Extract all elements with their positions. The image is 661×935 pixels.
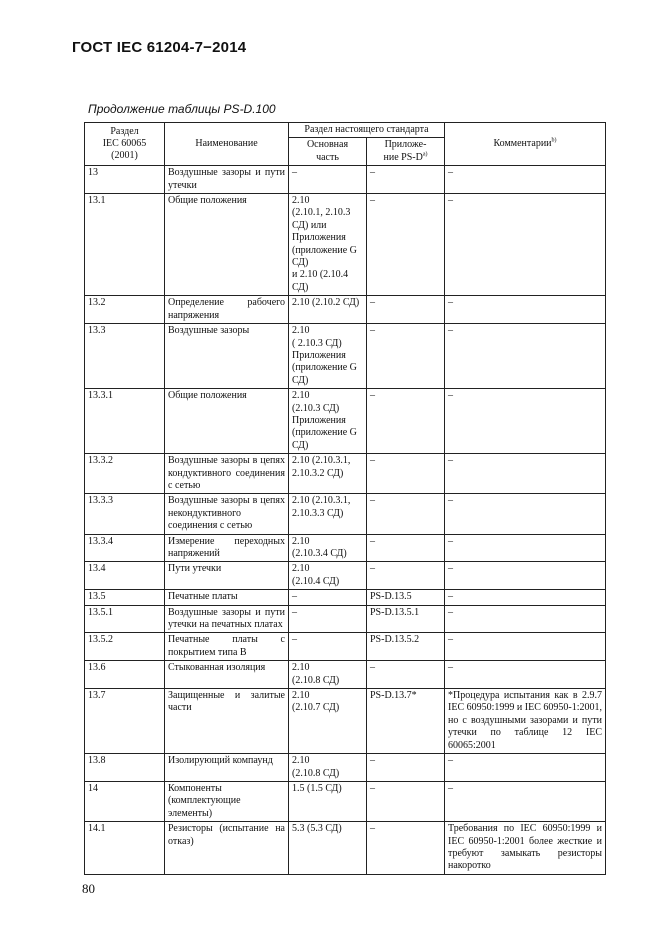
main-part-cell: 5.3 (5.3 СД): [289, 822, 367, 875]
section-cell: 13.4: [85, 562, 165, 590]
section-header-line1: Раздел: [110, 125, 139, 137]
main-part-header: Основная часть: [289, 138, 367, 166]
table-row: [85, 389, 606, 454]
table-row: [85, 754, 606, 782]
name-cell: Определение рабочего напряжения: [165, 296, 289, 324]
annex-cell: –: [367, 296, 445, 324]
main-part-cell: 2.10 (2.10.3 СД) Приложения (приложение G СД): [289, 389, 367, 454]
comment-cell: –: [445, 590, 606, 605]
section-header-line3: (2001): [111, 150, 138, 162]
annex-cell: –: [367, 661, 445, 689]
comment-cell: –: [445, 781, 606, 821]
table-body: [85, 166, 606, 875]
name-cell: Воздушные зазоры: [165, 324, 289, 389]
section-header: [85, 123, 165, 166]
comment-cell: –: [445, 194, 606, 296]
comment-cell: –: [445, 454, 606, 494]
table-row: [85, 590, 606, 605]
this-standard-header: Раздел настоящего стандарта: [289, 123, 445, 138]
section-cell: 13.2: [85, 296, 165, 324]
main-part-cell: 2.10 (2.10.8 СД): [289, 754, 367, 782]
name-cell: Стыкованная изоляция: [165, 661, 289, 689]
page-number: 80: [82, 881, 95, 896]
name-header: Наименование: [165, 123, 289, 166]
section-cell: 13.5.1: [85, 605, 165, 633]
main-part-cell: –: [289, 605, 367, 633]
annex-cell: PS-D.13.5: [367, 590, 445, 605]
name-cell: Изолирующий компаунд: [165, 754, 289, 782]
table-row: [85, 562, 606, 590]
annex-header: [367, 138, 445, 166]
annex-cell: –: [367, 754, 445, 782]
table-row: [85, 661, 606, 689]
table-row: [85, 494, 606, 534]
annex-cell: –: [367, 781, 445, 821]
comments-header: [445, 123, 606, 166]
section-cell: 13.7: [85, 689, 165, 754]
comment-cell: –: [445, 534, 606, 562]
section-cell: 13.5.2: [85, 633, 165, 661]
comment-cell: –: [445, 754, 606, 782]
table-row: [85, 324, 606, 389]
name-cell: Общие положения: [165, 389, 289, 454]
main-part-cell: –: [289, 166, 367, 194]
name-cell: Печатные платы с покрытием типа B: [165, 633, 289, 661]
name-cell: Резисторы (испытание на отказ): [165, 822, 289, 875]
main-part-cell: 2.10 (2.10.3.1, 2.10.3.3 СД): [289, 494, 367, 534]
name-cell: Воздушные зазоры и пути утечки на печатных платах: [165, 605, 289, 633]
comment-cell: –: [445, 494, 606, 534]
comment-cell: –: [445, 605, 606, 633]
section-cell: 13.1: [85, 194, 165, 296]
comment-cell: –: [445, 633, 606, 661]
table-caption: Продолжение таблицы PS-D.100: [88, 102, 276, 116]
comment-cell: Требования по IEC 60950:1999 и IEC 60950-1:2001 более жесткие и требуют замыкать резисторы накоротко: [445, 822, 606, 875]
main-part-cell: 2.10 (2.10.4 СД): [289, 562, 367, 590]
name-cell: Общие положения: [165, 194, 289, 296]
section-cell: 13.6: [85, 661, 165, 689]
section-header-line2: IEC 60065: [102, 137, 147, 149]
comment-cell: *Процедура испытания как в 2.9.7 IEC 60950:1999 и IEC 60950-1:2001, но с воздушными зазорами и пути утечки по таблице 12 IEC 60065:2001: [445, 689, 606, 754]
table-row: [85, 166, 606, 194]
table-row: [85, 296, 606, 324]
table-row: [85, 633, 606, 661]
annex-cell: PS-D.13.5.1: [367, 605, 445, 633]
annex-cell: –: [367, 562, 445, 590]
name-cell: Измерение переходных напряжений: [165, 534, 289, 562]
main-part-cell: 1.5 (1.5 СД): [289, 781, 367, 821]
annex-cell: –: [367, 324, 445, 389]
annex-cell: –: [367, 494, 445, 534]
annex-cell: –: [367, 822, 445, 875]
section-cell: 14: [85, 781, 165, 821]
main-part-cell: 2.10 (2.10.3.1, 2.10.3.2 СД): [289, 454, 367, 494]
annex-cell: –: [367, 166, 445, 194]
annex-cell: –: [367, 454, 445, 494]
section-cell: 13.5: [85, 590, 165, 605]
main-part-cell: 2.10 (2.10.8 СД): [289, 661, 367, 689]
table-row: [85, 454, 606, 494]
table-row: [85, 822, 606, 875]
name-cell: Компоненты (комплектующие элементы): [165, 781, 289, 821]
name-cell: Воздушные зазоры и пути утечки: [165, 166, 289, 194]
comment-cell: –: [445, 389, 606, 454]
comparison-table: [84, 122, 606, 875]
main-part-cell: 2.10 (2.10.3.4 СД): [289, 534, 367, 562]
section-cell: 14.1: [85, 822, 165, 875]
annex-cell: PS-D.13.5.2: [367, 633, 445, 661]
comment-cell: –: [445, 296, 606, 324]
name-cell: Защищенные и залитые части: [165, 689, 289, 754]
standard-title: ГОСТ IEC 61204-7−2014: [72, 39, 247, 56]
main-part-cell: –: [289, 590, 367, 605]
header-row-1: [85, 123, 606, 138]
table-row: [85, 689, 606, 754]
main-part-cell: 2.10 ( 2.10.3 СД) Приложения (приложение G СД): [289, 324, 367, 389]
main-part-cell: –: [289, 633, 367, 661]
section-cell: 13.3.2: [85, 454, 165, 494]
section-cell: 13.8: [85, 754, 165, 782]
comment-cell: –: [445, 166, 606, 194]
section-cell: 13.3.3: [85, 494, 165, 534]
name-cell: Воздушные зазоры в цепях некондуктивного соединения с сетью: [165, 494, 289, 534]
annex-cell: –: [367, 389, 445, 454]
section-cell: 13.3.4: [85, 534, 165, 562]
main-part-cell: 2.10 (2.10.2 СД): [289, 296, 367, 324]
annex-cell: –: [367, 534, 445, 562]
table-row: [85, 194, 606, 296]
name-cell: Печатные платы: [165, 590, 289, 605]
annex-header-label: Приложе- ние PS-D: [383, 139, 427, 163]
main-part-cell: 2.10 (2.10.7 СД): [289, 689, 367, 754]
annex-footnote-mark: a): [422, 151, 428, 158]
section-cell: 13.3: [85, 324, 165, 389]
comments-footnote-mark: b): [551, 137, 557, 144]
name-cell: Воздушные зазоры в цепях кондуктивного соединения с сетью: [165, 454, 289, 494]
comment-cell: –: [445, 324, 606, 389]
comment-cell: –: [445, 661, 606, 689]
comment-cell: –: [445, 562, 606, 590]
annex-cell: –: [367, 194, 445, 296]
section-cell: 13.3.1: [85, 389, 165, 454]
table-row: [85, 605, 606, 633]
name-cell: Пути утечки: [165, 562, 289, 590]
main-part-cell: 2.10 (2.10.1, 2.10.3 СД) или Приложения (приложение G СД) и 2.10 (2.10.4 СД): [289, 194, 367, 296]
comments-header-label: Комментарии: [493, 137, 552, 149]
section-cell: 13: [85, 166, 165, 194]
table-row: [85, 781, 606, 821]
table-row: [85, 534, 606, 562]
annex-cell: PS-D.13.7*: [367, 689, 445, 754]
